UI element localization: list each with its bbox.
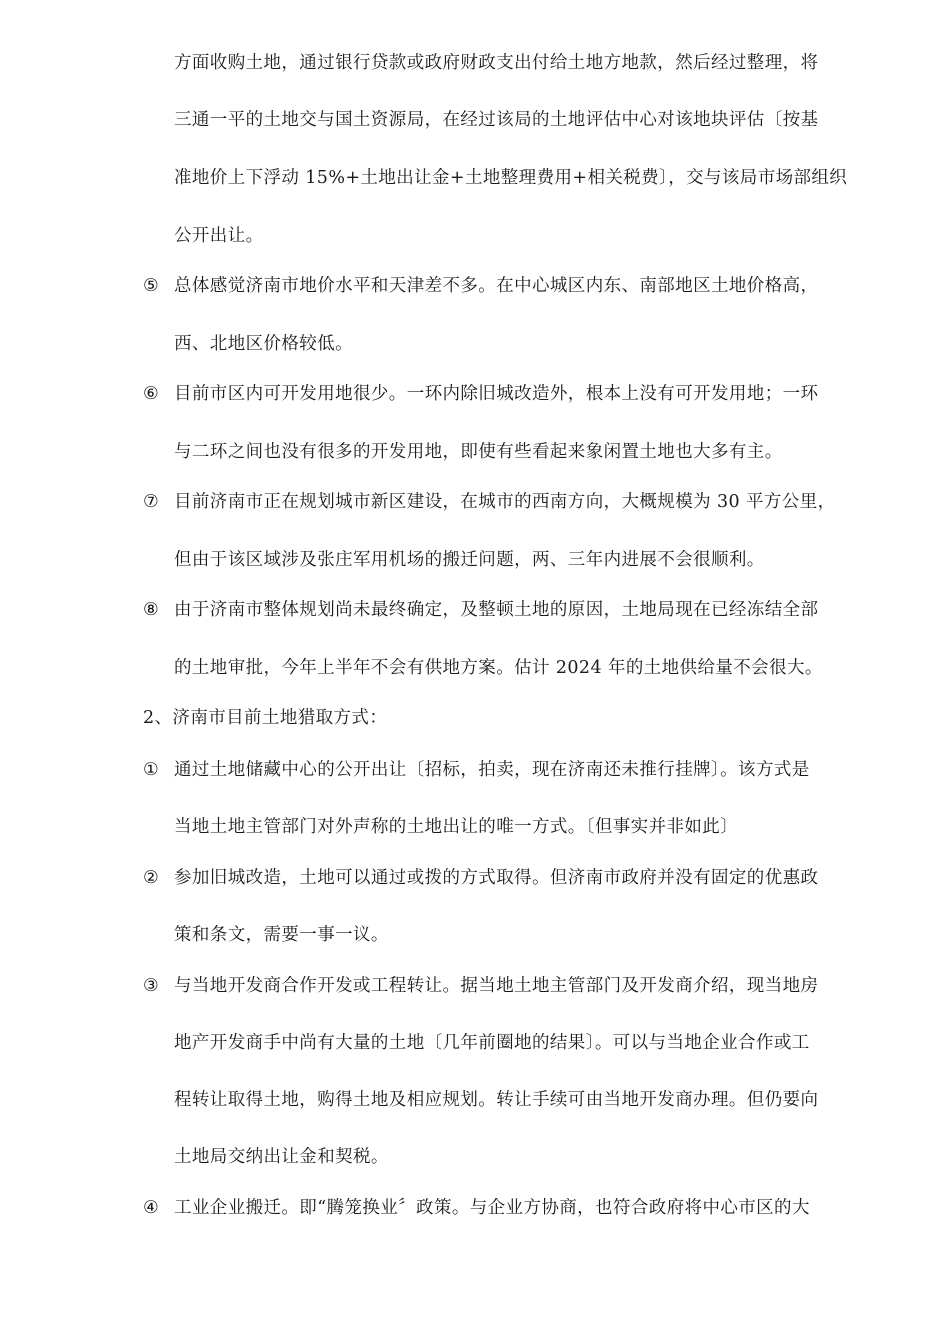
list-item-line: 策和条文，需要一事一议。 <box>174 925 389 945</box>
paragraph-line: 准地价上下浮动 15%+土地出让金+土地整理费用+相关税费〕，交与该局市场部组织 <box>174 168 848 188</box>
list-item-marker: ③ <box>143 976 159 996</box>
list-item-line: 工业企业搬迁。即“腾笼换业〞政策。与企业方协商，也符合政府将中心市区的大 <box>174 1198 810 1218</box>
list-item-marker: ② <box>143 868 159 888</box>
list-item-marker: ⑤ <box>143 276 159 296</box>
list-item-marker: ⑦ <box>143 492 159 512</box>
section-heading: 2、济南市目前土地猎取方式： <box>143 708 388 728</box>
list-item-line: 与当地开发商合作开发或工程转让。据当地土地主管部门及开发商介绍，现当地房 <box>174 976 819 996</box>
list-item-line: 当地土地主管部门对外声称的土地出让的唯一方式。〔但事实并非如此〕 <box>174 817 739 837</box>
list-item-line: 土地局交纳出让金和契税。 <box>174 1147 389 1167</box>
list-item-line: 由于济南市整体规划尚未最终确定，及整顿土地的原因，土地局现在已经冻结全部 <box>174 600 819 620</box>
list-item-marker: ① <box>143 760 159 780</box>
list-item-line: 地产开发商手中尚有大量的土地〔几年前圈地的结果〕。可以与当地企业合作或工 <box>174 1033 810 1053</box>
list-item-line: 通过土地储藏中心的公开出让〔招标，拍卖，现在济南还未推行挂牌〕。该方式是 <box>174 760 810 780</box>
list-item-marker: ⑥ <box>143 384 159 404</box>
list-item-line: 总体感觉济南市地价水平和天津差不多。在中心城区内东、南部地区土地价格高， <box>174 276 819 296</box>
paragraph-line: 公开出让。 <box>174 226 264 246</box>
list-item-line: 西、北地区价格较低。 <box>174 334 353 354</box>
list-item-marker: ⑧ <box>143 600 159 620</box>
list-item-line: 的土地审批，今年上半年不会有供地方案。估计 2024 年的土地供给量不会很大。 <box>174 658 823 678</box>
list-item-line: 程转让取得土地，购得土地及相应规划。转让手续可由当地开发商办理。但仍要向 <box>174 1090 819 1110</box>
list-item-line: 参加旧城改造，土地可以通过或拨的方式取得。但济南市政府并没有固定的优惠政 <box>174 868 819 888</box>
paragraph-line: 方面收购土地，通过银行贷款或政府财政支出付给土地方地款，然后经过整理，将 <box>174 53 819 73</box>
list-item-line: 但由于该区域涉及张庄军用机场的搬迁问题，两、三年内进展不会很顺利。 <box>174 550 765 570</box>
list-item-line: 目前济南市正在规划城市新区建设，在城市的西南方向，大概规模为 30 平方公里， <box>174 492 836 512</box>
list-item-line: 目前市区内可开发用地很少。一环内除旧城改造外，根本上没有可开发用地；一环 <box>174 384 819 404</box>
list-item-marker: ④ <box>143 1198 159 1218</box>
list-item-line: 与二环之间也没有很多的开发用地，即使有些看起来象闲置土地也大多有主。 <box>174 442 783 462</box>
paragraph-line: 三通一平的土地交与国土资源局，在经过该局的土地评估中心对该地块评估〔按基 <box>174 110 819 130</box>
